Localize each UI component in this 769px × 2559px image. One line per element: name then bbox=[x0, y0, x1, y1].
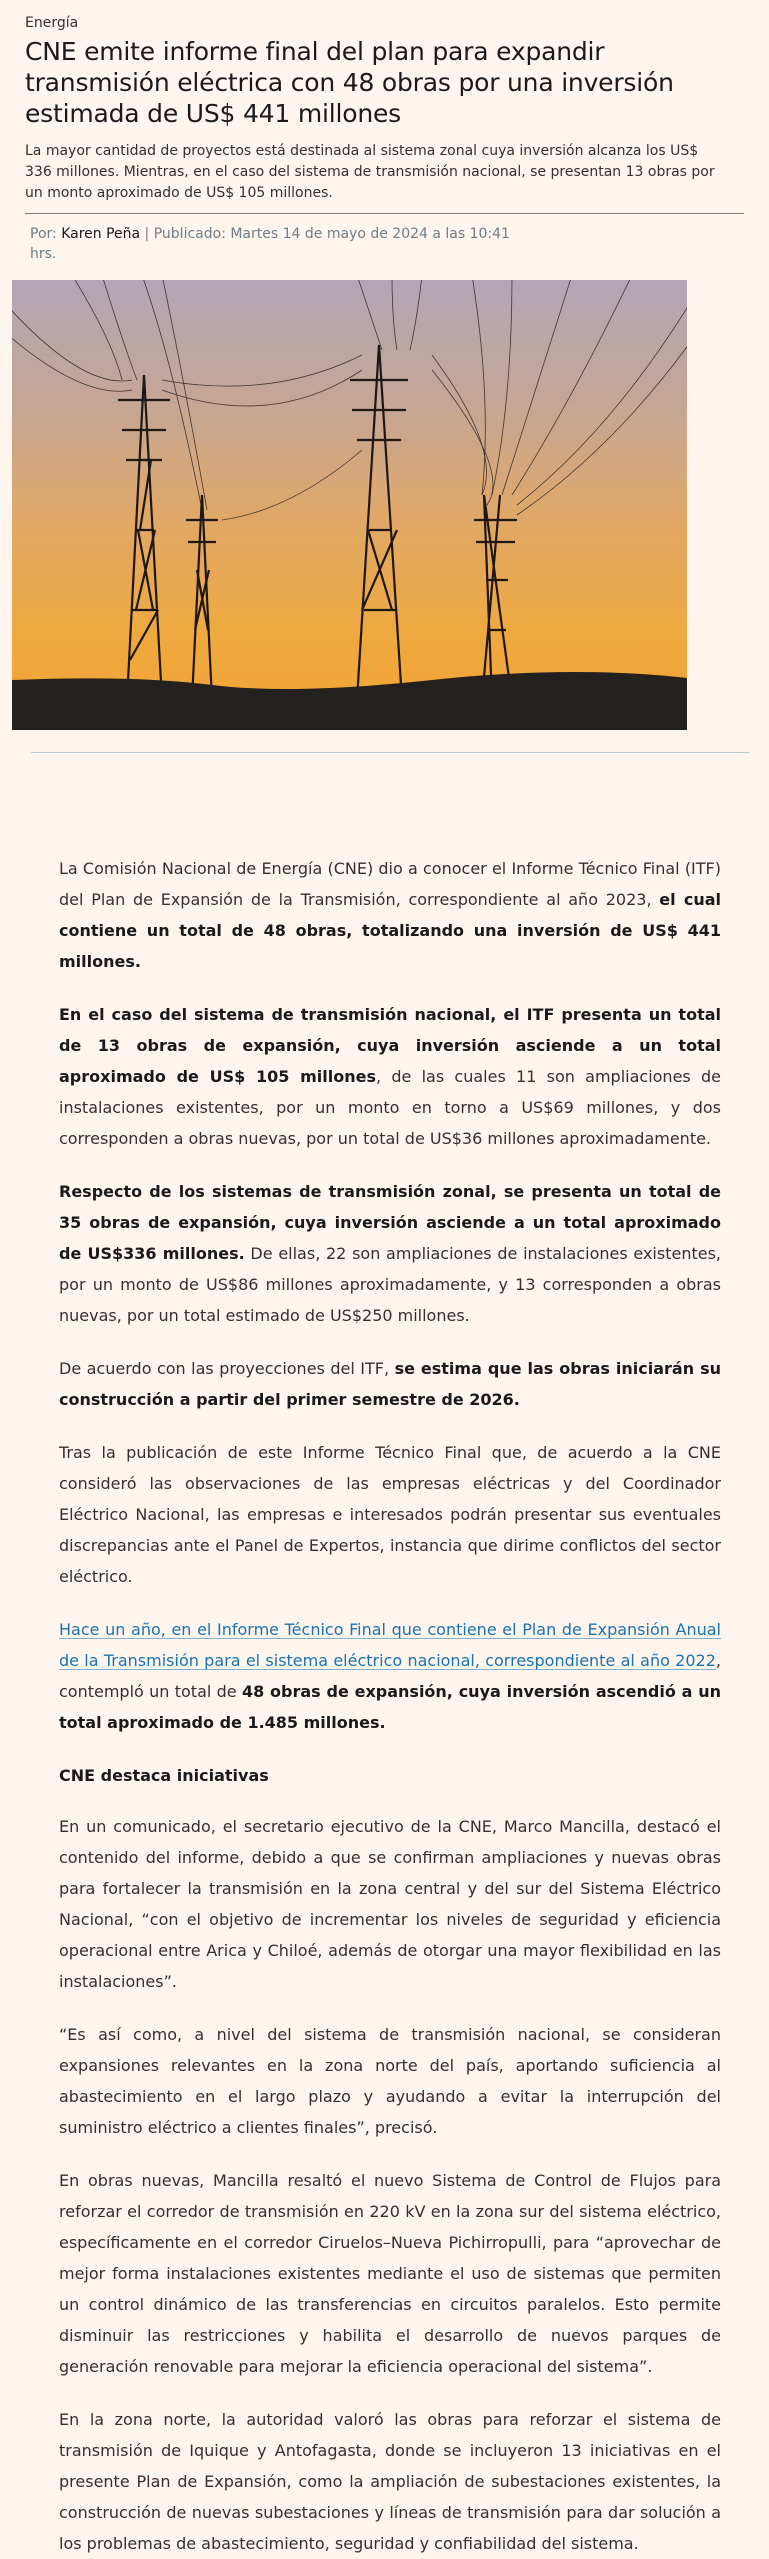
paragraph-3-text: De ellas, 22 son ampliaciones de instalaciones existentes, por un monto de US$86 millones aproximadamente, y 13 corresponden a obras nuevas, por un total estimado de US$250 millones. bbox=[59, 1244, 721, 1325]
subheading: CNE destaca iniciativas bbox=[59, 1766, 269, 1785]
paragraph-3-emphasis: Respecto de los sistemas de transmisión zonal, se presenta un total de 35 obras de expansión, cuya inversión asciende a un total aproximado de US$336 millones. bbox=[59, 1182, 721, 1263]
byline-by-label: Por: bbox=[30, 226, 62, 242]
byline bbox=[25, 224, 515, 264]
paragraph-8: “Es así como, a nivel del sistema de transmisión nacional, se consideran expansiones relevantes en la zona norte del país, aportando suficiencia al abastecimiento en el largo plazo y ayudando a evitar la interrupción del suministro eléctrico a clientes finales”, precisó. bbox=[59, 2025, 721, 2137]
paragraph-2 bbox=[59, 999, 721, 1154]
paragraph-6-text: , contempló un total de bbox=[59, 1651, 721, 1701]
paragraph-6 bbox=[59, 1614, 721, 1738]
byline-author[interactable]: Karen Peña bbox=[61, 226, 141, 242]
hero-image bbox=[12, 280, 687, 730]
article-header bbox=[0, 0, 769, 264]
paragraph-4-text: De acuerdo con las proyecciones del ITF, bbox=[59, 1359, 395, 1378]
paragraph-4-emphasis: se estima que las obras iniciarán su construcción a partir del primer semestre de 2026. bbox=[59, 1359, 722, 1409]
paragraph-9: En obras nuevas, Mancilla resaltó el nuevo Sistema de Control de Flujos para reforzar el corredor de transmisión en 220 kV en la zona sur del sistema eléctrico, específicamente en el corredor Ciruelos–Nueva Pichirropulli, para “aprovechar de mejor forma instalaciones existentes mediante el uso de sistemas que permiten un control dinámico de las transferencias en circuitos paralelos. Esto permite disminuir las restricciones y habilita el desarrollo de nuevos parques de generación renovable para mejorar la eficiencia operacional del sistema”. bbox=[59, 2171, 721, 2376]
article-body bbox=[0, 753, 769, 2559]
paragraph-2-text: , de las cuales 11 son ampliaciones de instalaciones existentes, por un monto en torno a US$69 millones, y dos corresponden a obras nuevas, por un total de US$36 millones aproximadamente. bbox=[59, 1067, 721, 1148]
paragraph-1 bbox=[59, 853, 721, 977]
paragraph-1-emphasis: el cual contiene un total de 48 obras, totalizando una inversión de US$ 441 millones. bbox=[59, 890, 722, 971]
paragraph-2-emphasis: En el caso del sistema de transmisión nacional, el ITF presenta un total de 13 obras de expansión, cuya inversión asciende a un total aproximado de US$ 105 millones bbox=[59, 1005, 721, 1086]
paragraph-10: En la zona norte, la autoridad valoró las obras para reforzar el sistema de transmisión de Iquique y Antofagasta, donde se incluyeron 13 iniciativas en el presente Plan de Expansión, como la ampliación de subestaciones existentes, la construcción de nuevas subestaciones y líneas de transmisión para dar solución a los problemas de abastecimiento, seguridad y confiabilidad del sistema. bbox=[59, 2410, 721, 2553]
paragraph-1-text: La Comisión Nacional de Energía (CNE) dio a conocer el Informe Técnico Final (ITF) del Plan de Expansión de la Transmisión, correspondiente al año 2023, bbox=[59, 859, 721, 909]
headline: CNE emite informe final del plan para expandir transmisión eléctrica con 48 obras por una inversión estimada de US$ 441 millones bbox=[25, 37, 674, 128]
paragraph-7: En un comunicado, el secretario ejecutivo de la CNE, Marco Mancilla, destacó el contenido del informe, debido a que se confirman ampliaciones y nuevas obras para fortalecer la transmisión en la zona central y del sur del Sistema Eléctrico Nacional, “con el objetivo de incrementar los niveles de seguridad y eficiencia operacional entre Arica y Chiloé, además de otorgar una mayor flexibilidad en las instalaciones”. bbox=[59, 1817, 721, 1991]
header-divider bbox=[25, 213, 744, 214]
section-label[interactable]: Energía bbox=[25, 15, 79, 31]
paragraph-5 bbox=[59, 1437, 721, 1592]
byline-published-date: | Publicado: Martes 14 de mayo de 2024 a las 10:41 hrs. bbox=[30, 226, 510, 262]
standfirst: La mayor cantidad de proyectos está destinada al sistema zonal cuya inversión alcanza los US$ 336 millones. Mientras, en el caso del sistema de transmisión nacional, se presentan 13 obras por un monto aproximado de US$ 105 millones. bbox=[25, 143, 715, 201]
paragraph-6-emphasis: 48 obras de expansión, cuya inversión ascendió a un total aproximado de 1.485 millones. bbox=[59, 1682, 721, 1732]
paragraph-3 bbox=[59, 1176, 721, 1331]
paragraph-4 bbox=[59, 1353, 721, 1415]
paragraph-5-text: Tras la publicación de este Informe Técnico Final que, de acuerdo a la CNE consideró las observaciones de las empresas eléctricas y del Coordinador Eléctrico Nacional, las empresas e interesados podrán presentar sus eventuales discrepancias ante el Panel de Expertos, instancia que dirime conflictos del sector eléctrico. bbox=[59, 1443, 721, 1586]
related-article-link[interactable]: Hace un año, en el Informe Técnico Final que contiene el Plan de Expansión Anual de la Transmisión para el sistema eléctrico nacional, correspondiente al año 2022 bbox=[59, 1620, 721, 1670]
